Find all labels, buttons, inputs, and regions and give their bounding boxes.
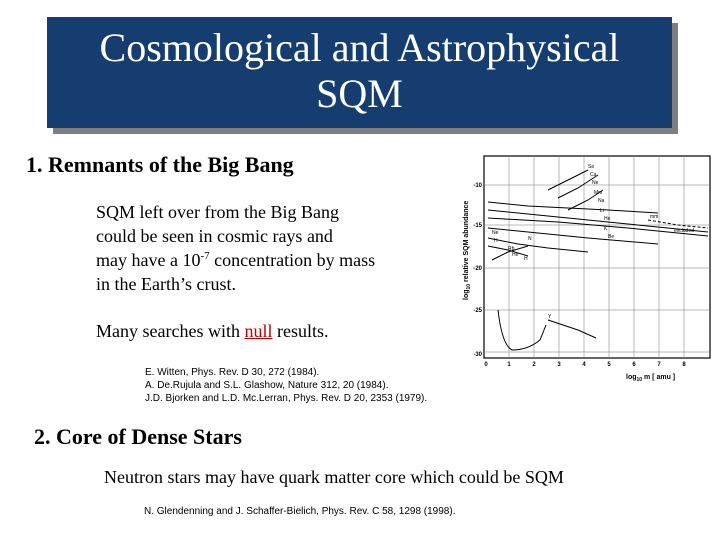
svg-text:-15: -15: [473, 223, 482, 229]
null-highlight: null: [244, 321, 273, 341]
svg-text:Be: Be: [608, 234, 615, 240]
svg-text:H: H: [494, 238, 498, 244]
svg-text:Li: Li: [600, 208, 604, 214]
para1-line-3-base: may have a 10: [96, 250, 201, 270]
y-axis-title: $\log_{10}$ relative SQM abundance: [463, 200, 472, 300]
svg-text:He: He: [512, 252, 519, 258]
para1-line-4: in the Earth’s crust.: [96, 274, 236, 294]
svg-text:-20: -20: [473, 266, 482, 272]
svg-text:-25: -25: [473, 308, 482, 314]
para1-line-2: could be seen in cosmic rays and: [96, 226, 333, 246]
exponent: -7: [200, 250, 210, 262]
svg-text:5: 5: [607, 362, 611, 368]
x-tick-labels: [484, 362, 686, 368]
para1-line-1: SQM left over from the Big Bang: [96, 202, 339, 222]
title-line-2: SQM: [316, 71, 403, 116]
svg-text:8: 8: [682, 362, 686, 368]
section2-text: Neutron stars may have quark matter core which could be SQM: [104, 467, 564, 487]
svg-text:Ne: Ne: [492, 230, 499, 236]
para1-line-3-rest: concentration by mass: [209, 250, 376, 270]
svg-text:Ca: Ca: [590, 172, 597, 178]
svg-text:Rb: Rb: [508, 246, 515, 252]
svg-text:7: 7: [657, 362, 661, 368]
section1-para1: [96, 200, 375, 296]
section2-heading: 2. Core of Dense Stars: [34, 424, 242, 449]
svg-text:K: K: [604, 226, 608, 232]
svg-text:Se: Se: [588, 164, 595, 170]
svg-text:1: 1: [507, 362, 511, 368]
section1-para2: [96, 319, 328, 343]
svg-text:-10: -10: [473, 183, 482, 189]
slide-title: [47, 17, 672, 128]
svg-text:H: H: [524, 256, 528, 262]
reference-derujula: A. De.Rujula and S.L. Glashow, Nature 312, 20 (1984).: [145, 380, 389, 391]
svg-text:N: N: [528, 236, 532, 242]
svg-text:0: 0: [484, 362, 488, 368]
svg-text:Y: Y: [548, 314, 552, 320]
svg-text:3: 3: [557, 362, 561, 368]
svg-text:6: 6: [632, 362, 636, 368]
y-tick-labels: [473, 183, 482, 358]
section1-references: [145, 366, 427, 405]
reference-bjorken: J.D. Bjorken and L.D. Mc.Lerran, Phys. Rev. D 20, 2353 (1979).: [145, 393, 428, 404]
section2-reference: N. Glendenning and J. Schaffer-Bielich, Phys. Rev. C 58, 1298 (1998).: [144, 506, 456, 517]
para2-before: Many searches with: [96, 321, 245, 341]
reference-witten: E. Witten, Phys. Rev. D 30, 272 (1984).: [145, 367, 320, 378]
svg-text:-30: -30: [473, 352, 482, 358]
para1-line-3: [96, 248, 375, 272]
x-axis-title: $\log_{10} m$ [ amu ]: [626, 374, 676, 383]
svg-text:4: 4: [582, 362, 586, 368]
svg-text:Mm: Mm: [594, 190, 603, 196]
svg-text:Ne: Ne: [592, 180, 599, 186]
svg-text:Na: Na: [598, 198, 605, 204]
svg-text:He: He: [604, 216, 611, 222]
sqm-abundance-plot: [428, 150, 714, 384]
section1-heading: 1. Remnants of the Big Bang: [26, 152, 294, 177]
title-line-1: Cosmological and Astrophysical: [99, 25, 620, 70]
svg-text:mm: mm: [650, 214, 659, 220]
svg-text:excluded: excluded: [674, 228, 695, 234]
para2-after: results.: [272, 321, 329, 341]
svg-text:2: 2: [532, 362, 536, 368]
